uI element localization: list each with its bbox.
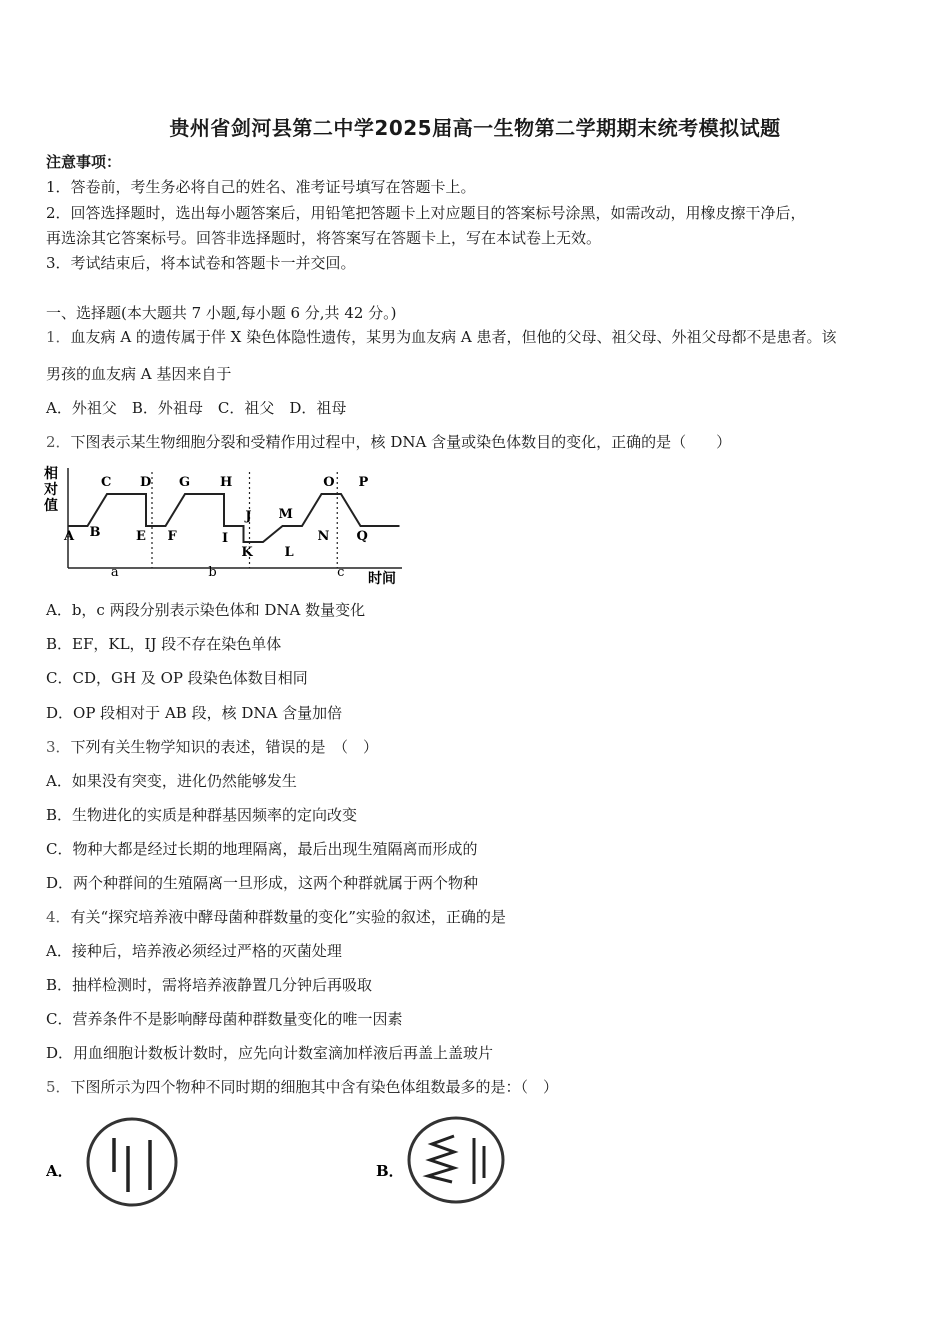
chart-point-label: O [323, 475, 335, 490]
question-options: A．外祖父 B．外祖母 C．祖父 D．祖母 [46, 399, 347, 417]
option: A．b，c 两段分别表示染色体和 DNA 数量变化 [46, 601, 366, 619]
question-4 [46, 907, 506, 927]
cell-diagrams-svg [46, 1110, 566, 1220]
chart-point-label: M [278, 507, 293, 522]
option: D．两个种群间的生殖隔离一旦形成，这两个种群就属于两个物种 [46, 874, 479, 892]
notice-item: 3．考试结束后，将本试卷和答题卡一并交回。 [46, 254, 356, 272]
page-title: 贵州省剑河县第二中学2025届高一生物第二学期期末统考模拟试题 [169, 116, 781, 140]
dna-chromosome-chart [42, 462, 407, 588]
question-stem: 血友病 A 的遗传属于伴 X 染色体隐性遗传，某男为血友病 A 患者，但他的父母、祖父母、外祖父母都不是患者。该 [70, 328, 837, 346]
chart-ylabel-3: 值 [44, 498, 58, 514]
chart-segment-label: b [208, 565, 217, 580]
question-number: 2． [46, 433, 71, 451]
chart-point-label: Q [356, 529, 368, 544]
chart-ylabel-2: 对 [44, 482, 58, 498]
chromosome-zigzag [428, 1136, 454, 1182]
chart-segment-label: c [337, 565, 345, 580]
option: B．EF，KL，IJ 段不存在染色单体 [46, 635, 282, 653]
chart-point-label: L [284, 545, 294, 560]
question-stem: 下图所示为四个物种不同时期的细胞其中含有染色体组数最多的是：（ ） [70, 1078, 559, 1096]
chart-xlabel: 时间 [368, 571, 396, 587]
cell-diagrams [46, 1110, 566, 1220]
notice-item: 再选涂其它答案标号。回答非选择题时，将答案写在答题卡上，写在本试卷上无效。 [46, 229, 602, 247]
option: A．接种后，培养液必须经过严格的灭菌处理 [46, 942, 342, 960]
chart-point-labels [63, 475, 369, 560]
chart-point-label: P [358, 475, 369, 490]
chart-point-label: J [245, 509, 252, 524]
chart-point-label: G [179, 475, 191, 490]
cell-a-membrane [88, 1119, 176, 1205]
question-number: 1． [46, 328, 71, 346]
option-b-label: B． [376, 1162, 404, 1180]
option: D．用血细胞计数板计数时，应先向计数室滴加样液后再盖上盖玻片 [46, 1044, 494, 1062]
option: B．抽样检测时，需将培养液静置几分钟后再吸取 [46, 976, 373, 994]
cell-b-membrane [409, 1118, 503, 1202]
chart-point-label: H [220, 475, 233, 490]
chart-point-label: A [64, 529, 75, 544]
question-number: 3． [46, 738, 71, 756]
chart-point-label: E [136, 529, 146, 544]
chart-ylabel-1: 相 [44, 466, 58, 482]
chart-point-label: B [89, 525, 101, 540]
chart-point-label: K [241, 545, 253, 560]
question-2 [46, 432, 731, 452]
question-stem: 下图表示某生物细胞分裂和受精作用过程中，核 DNA 含量或染色体数目的变化，正确的是（ ） [70, 433, 732, 451]
option: B．生物进化的实质是种群基因频率的定向改变 [46, 806, 358, 824]
question-1 [46, 327, 837, 347]
chart-point-label: C [101, 475, 112, 490]
notice-heading: 注意事项： [46, 153, 122, 171]
option: C．物种大都是经过长期的地理隔离，最后出现生殖隔离而形成的 [46, 840, 478, 858]
chart-point-label: F [167, 529, 177, 544]
chart-series-line [68, 494, 400, 542]
chart-point-label: D [140, 475, 152, 490]
question-stem: 下列有关生物学知识的表述，错误的是 （ ） [70, 738, 379, 756]
chart-segment-label: a [110, 565, 119, 580]
question-stem: 有关“探究培养液中酵母菌种群数量的变化”实验的叙述，正确的是 [70, 908, 506, 926]
option: D．OP 段相对于 AB 段，核 DNA 含量加倍 [46, 704, 343, 722]
question-5 [46, 1077, 558, 1097]
notice-item: 1．答卷前，考生务必将自己的姓名、准考证号填写在答题卡上。 [46, 178, 476, 196]
question-number: 5． [46, 1078, 71, 1096]
section-heading: 一、选择题(本大题共 7 小题,每小题 6 分,共 42 分。) [46, 304, 397, 322]
chart-point-label: I [222, 531, 229, 546]
chart-point-label: N [317, 529, 330, 544]
notice-item: 2．回答选择题时，选出每小题答案后，用铅笔把答题卡上对应题目的答案标号涂黑，如需改动，用橡皮擦干净后， [46, 204, 806, 222]
question-3 [46, 737, 378, 757]
option: C．CD，GH 及 OP 段染色体数目相同 [46, 669, 308, 687]
option-a-label: A． [46, 1162, 73, 1180]
chart-svg [42, 462, 407, 588]
option: A．如果没有突变，进化仍然能够发生 [46, 772, 297, 790]
option: C．营养条件不是影响酵母菌种群数量变化的唯一因素 [46, 1010, 403, 1028]
question-number: 4． [46, 908, 71, 926]
question-stem-continued: 男孩的血友病 A 基因来自于 [46, 365, 232, 383]
